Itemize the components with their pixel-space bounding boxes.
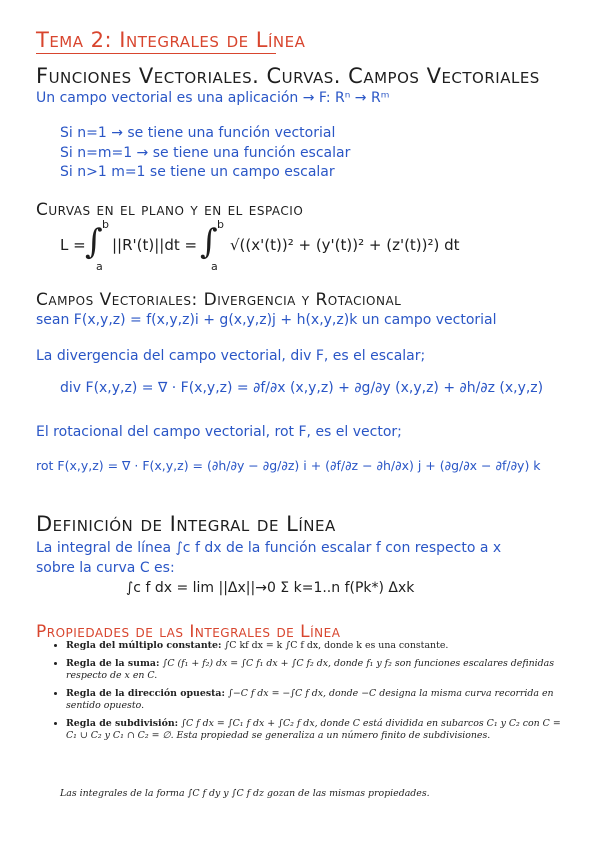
heading-vector-functions: Funciones Vectoriales. Curvas. Campos Vectoriales [36,64,540,88]
title-underline [36,53,276,54]
arc-length-mid: ||R'(t)||dt = [112,236,198,254]
property-body: ∫C kf dx = k ∫C f dx, donde k es una constante. [224,640,449,651]
arc-length-rhs: √((x'(t))² + (y'(t))² + (z'(t))²) dt [230,236,460,254]
heading-divergence-rotational: Campos Vectoriales: Divergencia y Rotacional [36,290,402,310]
integral-sign-icon: ∫ [85,222,103,262]
property-item [66,718,572,742]
integral-lower-limit: a [211,260,218,273]
properties-footer-note: Las integrales de la forma ∫C f dy y ∫C f dz gozan de las mismas propiedades. [60,788,430,799]
property-name: Regla de la dirección opuesta: [66,688,225,699]
property-name: Regla del múltiplo constante: [66,640,222,651]
line-integral-riemann-formula: ∫c f dx = lim ||Δx||→0 Σ k=1..n f(Pk*) Δxk [126,580,415,596]
property-name: Regla de la suma: [66,658,160,669]
property-body: ∫C (f₁ + f₂) dx = ∫C f₁ dx + ∫C f₂ dx, donde f₁ y f₂ son funciones escalares definidas respecto de x en C. [66,658,555,681]
integral-lower-limit: a [96,260,103,273]
divergence-text: La divergencia del campo vectorial, div F, es el escalar; [36,348,426,364]
vector-field-components: sean F(x,y,z) = f(x,y,z)i + g(x,y,z)j + h(x,y,z)k un campo vectorial [36,312,497,328]
case-line-3: Si n>1 m=1 se tiene un campo escalar [60,164,335,180]
line-integral-text-2: sobre la curva C es: [36,560,175,576]
heading-curves: Curvas en el plano y en el espacio [36,200,304,220]
property-item [66,658,572,682]
vector-field-definition: Un campo vectorial es una aplicación → F: Rⁿ → Rᵐ [36,90,390,106]
line-integral-text-1: La integral de línea ∫c f dx de la función escalar f con respecto a x [36,540,502,556]
property-item [66,640,572,652]
property-item [66,688,572,712]
rotational-text: El rotacional del campo vectorial, rot F, es el vector; [36,424,402,440]
property-body: ∫−C f dx = −∫C f dx, donde −C designa la misma curva recorrida en sentido opuesto. [66,688,554,711]
property-name: Regla de subdivisión: [66,718,179,729]
properties-list [52,640,572,748]
property-body: ∫C f dx = ∫C₁ f dx + ∫C₂ f dx, donde C está dividida en subarcos C₁ y C₂ con C = C₁ ∪ C₂ y C₁ ∩ C₂ = ∅. Esta propiedad se generaliza a un número finito de subdivisiones. [66,718,561,741]
arc-length-lhs: L = [60,236,86,254]
divergence-formula: div F(x,y,z) = ∇ · F(x,y,z) = ∂f/∂x (x,y,z) + ∂g/∂y (x,y,z) + ∂h/∂z (x,y,z) [60,380,544,396]
integral-upper-limit: b [217,218,224,231]
heading-line-integral-definition: Definición de Integral de Línea [36,512,336,536]
case-line-1: Si n=1 → se tiene una función vectorial [60,125,336,141]
heading-properties: Propiedades de las Integrales de Línea [36,622,341,642]
rotational-formula: rot F(x,y,z) = ∇ · F(x,y,z) = (∂h/∂y − ∂g/∂z) i + (∂f/∂z − ∂h/∂x) j + (∂g/∂x − ∂f/∂y) k [36,458,541,473]
page-title: Tema 2: Integrales de Línea [36,28,306,52]
case-line-2: Si n=m=1 → se tiene una función escalar [60,145,351,161]
integral-upper-limit: b [102,218,109,231]
integral-sign-icon: ∫ [200,222,218,262]
